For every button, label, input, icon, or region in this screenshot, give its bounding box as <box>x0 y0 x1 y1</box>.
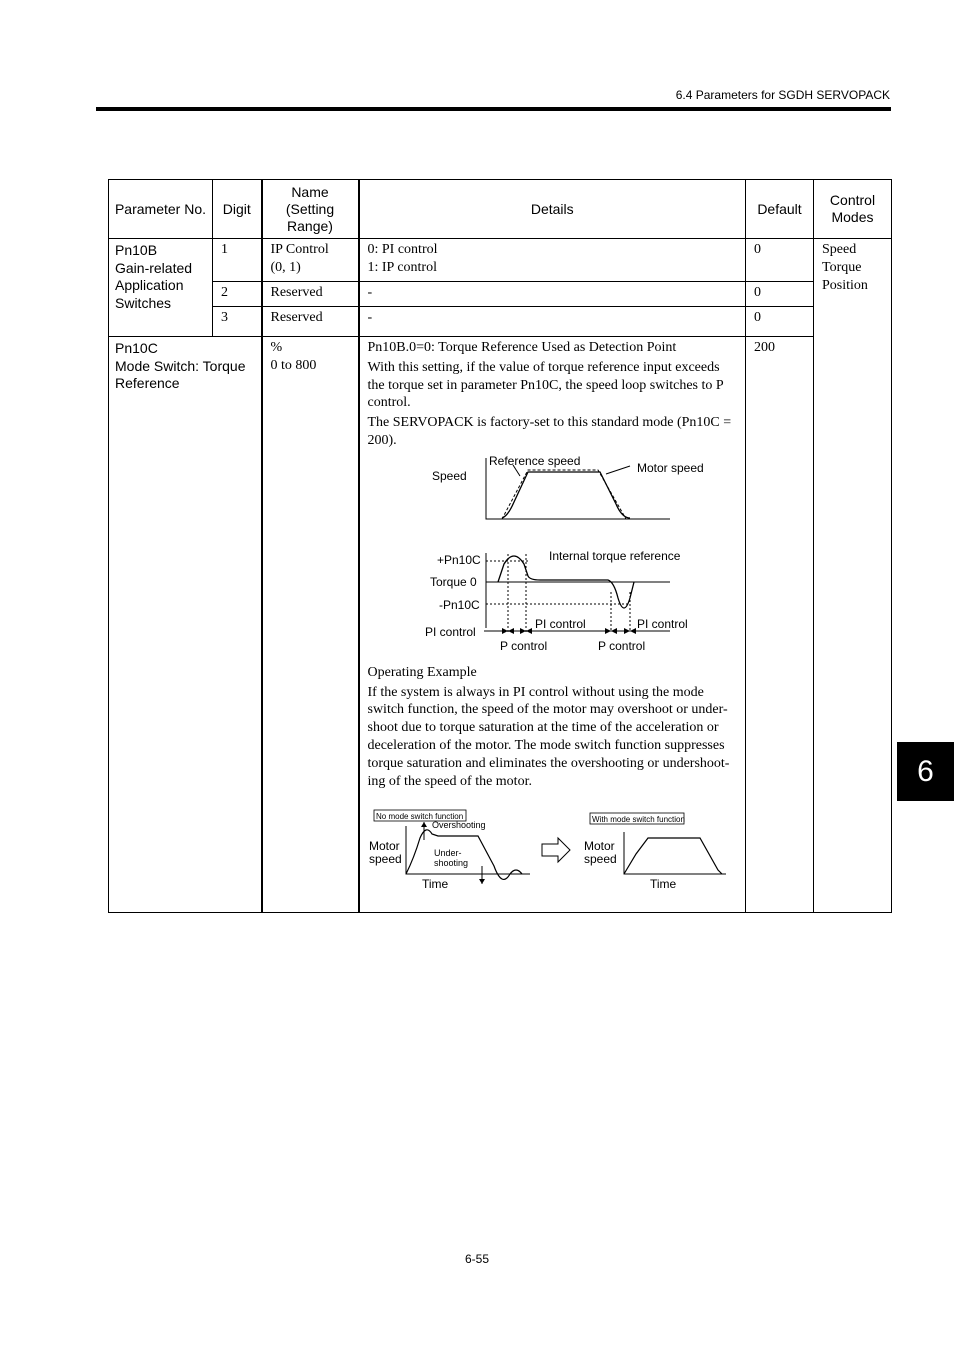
details-heading: Pn10B.0=0: Torque Reference Used as Detection Point <box>367 340 677 355</box>
col-header-default: Default <box>746 180 814 239</box>
arrow-head <box>605 628 611 634</box>
name-cell: % 0 to 800 <box>262 337 359 913</box>
p-control-label-1: P control <box>499 638 547 653</box>
motor-label-left: Motor <box>368 839 400 854</box>
reference-speed-label: Reference speed <box>488 453 580 468</box>
table-row <box>109 282 892 307</box>
digit-cell: 2 <box>213 282 262 307</box>
pi-control-label-mid: PI control <box>534 616 586 631</box>
details-cell: - <box>359 282 746 307</box>
speed-label-right: speed <box>583 852 617 867</box>
time-label-left: Time <box>421 877 448 892</box>
default-cell: 0 <box>746 239 814 282</box>
paragraph: If the system is always in PI control without using the mode switch function, the speed of the motor may overshoot or under- shoot due to torque saturation at the time of the acceleration or deceleration of the motor. The mode switch function suppresses torque saturation and eliminates the overshooting or undershoot- ing of the speed of the motor. <box>367 684 730 789</box>
chapter-tab: 6 <box>897 742 954 801</box>
table-header-row <box>109 180 892 239</box>
param-pn10c: Pn10C Mode Switch: Torque Reference <box>109 337 262 913</box>
control-modes-cell: Speed Torque Position <box>814 239 892 913</box>
arrow-head <box>624 628 630 634</box>
details-cell: 0: PI control 1: IP control <box>359 239 746 282</box>
motor-label-right: Motor <box>583 839 615 854</box>
overshoot-curve <box>406 830 522 880</box>
paragraph: The SERVOPACK is factory-set to this standard mode (Pn10C = 200). <box>367 415 732 448</box>
leader-line <box>606 466 630 474</box>
col-header-parameter-no: Parameter No. <box>109 180 213 239</box>
name-cell: IP Control (0, 1) <box>262 239 359 282</box>
table-row <box>109 337 892 913</box>
overshooting-label: Overshooting <box>431 820 486 831</box>
operating-example-diagram <box>368 808 740 894</box>
header-rule <box>96 107 891 111</box>
paragraph: With this setting, if the value of torque reference input exceeds the torque set in parameter Pn10C, the speed loop switches to P control. <box>367 359 724 411</box>
arrow-head <box>520 628 526 634</box>
hollow-arrow-icon <box>542 838 570 862</box>
digit-cell: 3 <box>213 307 262 337</box>
internal-torque-label: Internal torque reference <box>548 548 680 563</box>
col-header-control-modes: Control Modes <box>814 180 892 239</box>
time-label-right: Time <box>649 877 676 892</box>
motor-speed-label: Motor speed <box>636 460 704 475</box>
param-pn10b: Pn10B Gain-related Application Switches <box>109 239 213 337</box>
arrow-head <box>611 628 617 634</box>
parameter-table <box>108 179 892 913</box>
with-switch-label: With mode switch function <box>591 815 685 825</box>
col-header-digit: Digit <box>213 180 262 239</box>
digit-cell: 1 <box>213 239 262 282</box>
operating-example-title: Operating Example <box>367 664 477 680</box>
arrow-head <box>630 628 636 634</box>
speed-label-left: speed <box>368 852 402 867</box>
speed-label: Speed <box>431 468 467 483</box>
mode-switch-diagram <box>368 452 740 662</box>
name-cell: Reserved <box>262 282 359 307</box>
no-switch-label: No mode switch function <box>375 812 463 822</box>
arrow-head <box>526 628 532 634</box>
default-cell: 0 <box>746 307 814 337</box>
minus-pn10c-label: -Pn10C <box>438 597 480 612</box>
pi-control-label-left: PI control <box>424 624 476 639</box>
table-row <box>109 239 892 282</box>
details-cell: - <box>359 307 746 337</box>
plus-pn10c-label: +Pn10C <box>436 552 481 567</box>
name-cell: Reserved <box>262 307 359 337</box>
section-header: 6.4 Parameters for SGDH SERVOPACK <box>675 88 890 102</box>
reference-speed-curve <box>502 470 626 519</box>
arrow-head <box>421 822 427 827</box>
table-row <box>109 307 892 337</box>
pi-control-label-right: PI control <box>636 616 688 631</box>
col-header-details: Details <box>359 180 746 239</box>
arrow-head <box>502 628 508 634</box>
col-header-name: Name (Setting Range) <box>262 180 359 239</box>
controlled-speed-curve <box>624 838 722 874</box>
page-number: 6-55 <box>464 1252 490 1266</box>
arrow-head <box>508 628 514 634</box>
motor-speed-curve <box>502 472 630 518</box>
default-cell: 0 <box>746 282 814 307</box>
torque-zero-label: Torque 0 <box>429 574 477 589</box>
under-label: Under- <box>433 848 462 859</box>
arrow-head <box>479 879 485 884</box>
shooting-label: shooting <box>433 858 468 869</box>
details-cell <box>359 337 746 913</box>
p-control-label-2: P control <box>597 638 645 653</box>
default-cell: 200 <box>746 337 814 913</box>
